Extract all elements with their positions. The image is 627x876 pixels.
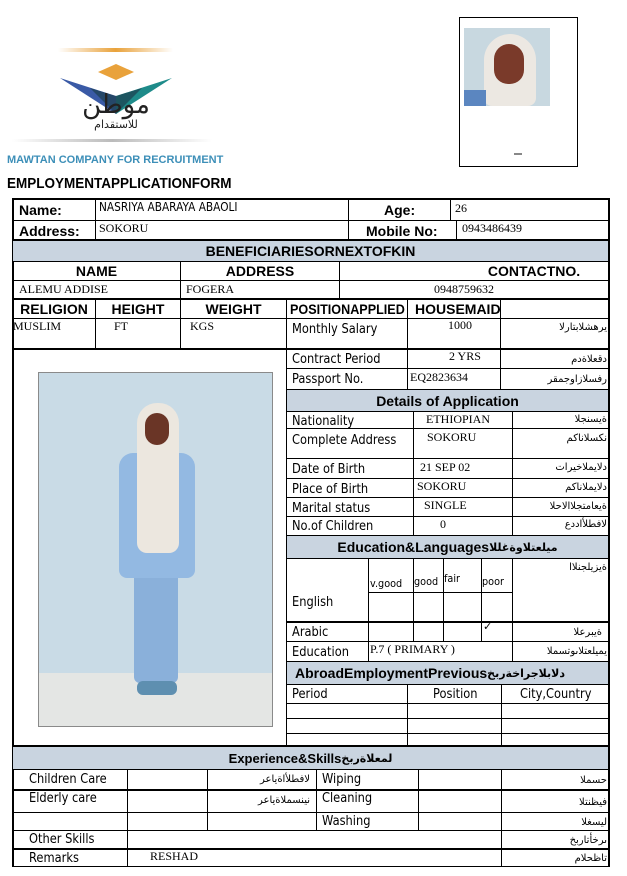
details-header (287, 390, 608, 411)
next-of-kin-header (13, 241, 608, 261)
marital-label: Marital status (292, 501, 371, 516)
next-of-kin-title: BENEFICIARIESORNEXTOFKIN (205, 243, 416, 259)
monthly-salary-value: 1000 (448, 318, 472, 332)
education-level-arabic: يميلعتلاىوتسملا (546, 646, 607, 657)
address-label: Address: (19, 223, 80, 239)
form-title: EMPLOYMENTAPPLICATIONFORM (7, 175, 232, 192)
english-label: English (292, 595, 334, 610)
contract-period-value: 2 YRS (449, 349, 481, 363)
dob-label: Date of Birth (292, 462, 366, 477)
contract-period-label: Contract Period (292, 352, 381, 367)
figure-legs (134, 563, 178, 683)
complete-address-arabic: نكسلاناكم (566, 433, 607, 444)
level-fair: fair (444, 572, 461, 585)
children-value: 0 (440, 517, 446, 531)
company-logo (10, 44, 210, 144)
portrait-shoulder (464, 90, 486, 106)
mobile-label: Mobile No: (366, 223, 438, 239)
education-header (287, 536, 608, 558)
company-name: MAWTAN COMPANY FOR RECRUITMENT (7, 154, 224, 166)
nationality-value: ETHIOPIAN (426, 412, 490, 426)
kin-contact-value: 0948759632 (434, 282, 494, 296)
experience-header (13, 747, 608, 769)
logo-top-line (58, 48, 173, 52)
washing-arabic: ليسغلا (581, 817, 607, 828)
remarks-label: Remarks (29, 851, 79, 866)
kin-address-header: ADDRESS (225, 263, 295, 279)
age-label: Age: (384, 202, 416, 218)
arabic-arabic: ةيبرعلا (573, 627, 602, 638)
marital-value: SINGLE (424, 498, 467, 512)
english-good-checkbox[interactable] (414, 593, 443, 620)
applicant-portrait-photo (464, 28, 550, 106)
cleaning-input[interactable] (419, 791, 501, 810)
level-good: good (414, 575, 439, 588)
photo-marker (514, 153, 522, 155)
monthly-salary-arabic: يرهشلابتارلا (559, 322, 607, 333)
complete-address-label: Complete Address (292, 433, 397, 448)
children-care-arabic: لافطلأاةياعر (260, 774, 310, 785)
cleaning-label: Cleaning (322, 791, 373, 806)
education-value: P.7 ( PRIMARY ) (370, 642, 455, 656)
position-value: HOUSEMAID (415, 301, 501, 317)
elderly-care-label: Elderly care (29, 791, 97, 806)
english-vgood-checkbox[interactable] (369, 593, 413, 620)
other-skills-input[interactable] (128, 831, 501, 848)
dob-arabic: دلايملاخيرات (555, 462, 607, 473)
logo-arabic-sub: للاستقدام (94, 118, 138, 131)
children-care-input[interactable] (128, 770, 207, 789)
monthly-salary-label: Monthly Salary (292, 322, 378, 337)
abroad-period-header: Period (292, 687, 328, 702)
religion-header: RELIGION (20, 301, 88, 317)
experience-title: Experience&Skills (228, 750, 342, 766)
education-label: Education (292, 645, 349, 660)
english-fair-checkbox[interactable] (444, 593, 481, 620)
washing-label: Washing (322, 814, 371, 829)
children-label: No.of Children (292, 519, 374, 534)
kin-address-value: FOGERA (186, 282, 235, 296)
abroad-title: AbroadEmploymentPrevious (295, 665, 488, 681)
passport-arabic: رفسلازاوجمقر (547, 374, 607, 385)
passport-label: Passport No. (292, 372, 364, 387)
height-header: HEIGHT (111, 301, 165, 317)
english-poor-checkbox[interactable] (482, 593, 512, 620)
name-label: Name: (19, 202, 62, 218)
marital-arabic: ةيعامتجلاالاحلا (549, 501, 607, 512)
height-value: FT (114, 319, 129, 333)
abroad-header (287, 662, 608, 684)
figure-feet (137, 681, 177, 695)
portrait-face (494, 44, 524, 84)
address-value: SOKORU (99, 221, 149, 235)
other-skills-label: Other Skills (29, 832, 95, 847)
level-poor: poor (482, 575, 504, 588)
remarks-value: RESHAD (150, 849, 199, 863)
details-title: Details of Application (376, 392, 519, 409)
wiping-label: Wiping (322, 772, 362, 787)
abroad-position-header: Position (433, 687, 478, 702)
arabic-poor-check-icon[interactable]: ✓ (483, 621, 493, 633)
weight-value: KGS (190, 319, 215, 333)
wiping-arabic: حسملا (580, 775, 607, 786)
education-title-arabic: ميلعتلاوةغللا (489, 540, 558, 554)
level-vgood: v.good (370, 577, 403, 590)
elderly-care-input[interactable] (128, 791, 207, 810)
wiping-input[interactable] (419, 770, 501, 789)
name-value: NASRIYA ABARAYA ABAOLI (99, 200, 238, 214)
mobile-value: 0943486439 (462, 221, 522, 235)
age-value: 26 (455, 201, 467, 215)
other-skills-arabic: ىرخأتاربخ (569, 835, 607, 846)
weight-header: WEIGHT (205, 301, 262, 317)
complete-address-value: SOKORU (427, 430, 477, 444)
abroad-row-3[interactable] (287, 734, 608, 745)
figure-face (145, 413, 169, 445)
english-arabic: ةيزيلجنلاا (569, 562, 607, 573)
remarks-arabic: تاظحلام (574, 853, 607, 864)
pob-value: SOKORU (417, 479, 467, 493)
contract-period-arabic: دقعلاةدم (571, 354, 607, 365)
passport-value: EQ2823634 (410, 370, 468, 384)
children-arabic: لافطلأاددع (564, 519, 607, 530)
logo-arabic-name: موطن (82, 90, 150, 120)
cleaning-arabic: فيظنتلا (578, 797, 607, 808)
applicant-full-body-photo (38, 372, 273, 727)
kin-name-value: ALEMU ADDISE (19, 282, 108, 296)
education-title: Education&Languages (337, 539, 490, 555)
kin-contact-header: CONTACTNO. (487, 263, 581, 279)
arabic-label: Arabic (292, 625, 329, 640)
pob-arabic: دلايملاناكم (565, 482, 607, 493)
abroad-row-1[interactable] (287, 704, 608, 718)
portrait-photo-frame (459, 17, 578, 167)
pob-label: Place of Birth (292, 482, 369, 497)
elderly-care-arabic: نينسملاةياعر (257, 795, 310, 806)
abroad-row-2[interactable] (287, 719, 608, 733)
washing-input[interactable] (419, 813, 501, 830)
logo-bottom-line (12, 139, 212, 142)
abroad-title-arabic: دلابلاجراخةربخ (487, 666, 566, 680)
position-applied-label: POSITIONAPPLIED (290, 301, 405, 317)
kin-name-header: NAME (75, 263, 118, 279)
nationality-label: Nationality (292, 414, 355, 429)
abroad-city-header: City,Country (520, 687, 592, 702)
children-care-label: Children Care (29, 772, 107, 787)
dob-value: 21 SEP 02 (420, 460, 471, 474)
nationality-arabic: ةيسنجلا (574, 414, 607, 425)
religion-value: MUSLIM (13, 319, 62, 333)
experience-title-arabic: لمعلاةربخ (341, 751, 393, 765)
